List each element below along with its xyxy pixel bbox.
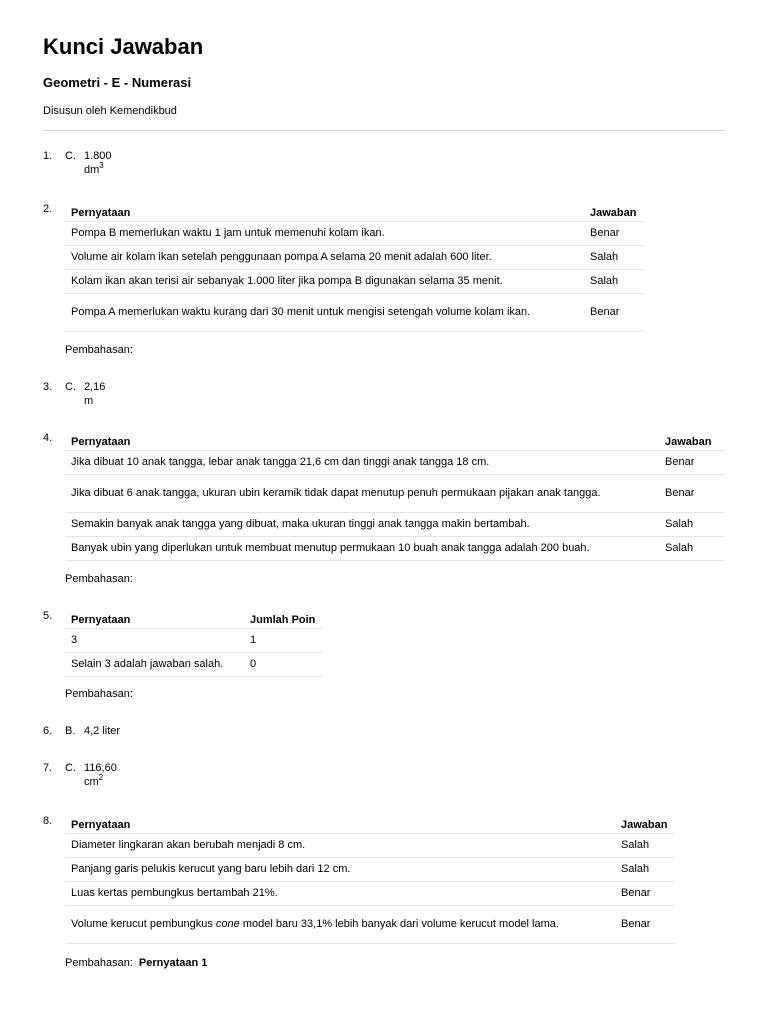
answer-cell: Salah xyxy=(615,834,675,858)
table-row xyxy=(65,834,675,858)
question-number: 3. xyxy=(43,381,53,393)
answer-value: 116,60 xyxy=(84,762,117,774)
answer-cell: Salah xyxy=(584,246,644,270)
answer xyxy=(65,762,117,788)
pembahasan-label: Pembahasan: xyxy=(65,573,133,585)
statement-text: model baru 33,1% lebih banyak dari volume kerucut model lama. xyxy=(239,918,559,930)
table-header-row xyxy=(65,203,644,222)
author-line: Disusun oleh Kemendikbud xyxy=(43,105,177,117)
pembahasan-bold-text: Pernyataan 1 xyxy=(138,957,208,969)
table-row xyxy=(65,222,644,246)
answer-letter: C. xyxy=(65,381,76,393)
statement-cell: Panjang garis pelukis kerucut yang baru lebih dari 12 cm. xyxy=(65,858,615,882)
table-row xyxy=(65,882,675,906)
table-row xyxy=(65,246,644,270)
statement-cell: Selain 3 adalah jawaban salah. xyxy=(65,653,244,677)
answer-cell: 0 xyxy=(244,653,323,677)
answer-cell: Salah xyxy=(615,858,675,882)
table-row xyxy=(65,270,644,294)
question-number: 5. xyxy=(43,610,53,622)
column-header: Pernyataan xyxy=(65,610,244,629)
answer xyxy=(65,725,120,737)
question-number: 6. xyxy=(43,725,53,737)
statement-cell: Jika dibuat 10 anak tangga, lebar anak tangga 21,6 cm dan tinggi anak tangga 18 cm. xyxy=(65,451,659,475)
pembahasan-label xyxy=(65,957,207,969)
statement-cell xyxy=(65,906,615,944)
question-number: 4. xyxy=(43,432,53,444)
statement-cell: Semakin banyak anak tangga yang dibuat, maka ukuran tinggi anak tangga makin bertambah. xyxy=(65,513,659,537)
table-header-row xyxy=(65,432,725,451)
answer-value: 4,2 liter xyxy=(84,725,121,737)
table-row xyxy=(65,629,323,653)
table-row xyxy=(65,475,725,513)
unit-exponent: 3 xyxy=(99,161,104,170)
answer-table xyxy=(65,815,675,944)
table-row xyxy=(65,451,725,475)
column-header: Jumlah Poin xyxy=(244,610,323,629)
answer xyxy=(65,381,105,407)
answer-cell: Salah xyxy=(584,270,644,294)
table-row xyxy=(65,858,675,882)
answer-table xyxy=(65,432,725,561)
table-row xyxy=(65,513,725,537)
answer-cell: Benar xyxy=(584,294,644,332)
unit-exponent: 2 xyxy=(98,773,104,782)
question-number: 2. xyxy=(43,203,53,215)
table-header-row xyxy=(65,610,323,629)
statement-cell: Pompa B memerlukan waktu 1 jam untuk memenuhi kolam ikan. xyxy=(65,222,584,246)
statement-cell: Volume air kolam ikan setelah penggunaan pompa A selama 20 menit adalah 600 liter. xyxy=(65,246,584,270)
column-header: Pernyataan xyxy=(65,203,584,222)
answer-cell: 1 xyxy=(244,629,323,653)
answer xyxy=(65,150,112,176)
column-header: Jawaban xyxy=(659,432,725,451)
statement-text: Volume kerucut pembungkus xyxy=(71,918,216,930)
answer-cell: Benar xyxy=(659,475,725,513)
answer-cell: Benar xyxy=(659,451,725,475)
answer-letter: C. xyxy=(65,150,76,162)
answer-table xyxy=(65,203,644,332)
statement-cell: Luas kertas pembungkus bertambah 21%. xyxy=(65,882,615,906)
answer-cell: Salah xyxy=(659,537,725,561)
answer-table-container xyxy=(65,432,725,561)
table-header-row xyxy=(65,815,675,834)
answer-cell: Benar xyxy=(615,882,675,906)
column-header: Pernyataan xyxy=(65,432,659,451)
pembahasan-label: Pembahasan: xyxy=(65,344,133,356)
answer-table-container xyxy=(65,610,323,677)
unit-text: dm xyxy=(84,164,100,176)
statement-cell: Banyak ubin yang diperlukan untuk membuat menutup permukaan 10 buah anak tangga adalah 200 buah. xyxy=(65,537,659,561)
page-subtitle: Geometri - E - Numerasi xyxy=(43,75,192,90)
unit-text: cm xyxy=(84,776,99,788)
statement-cell: Jika dibuat 6 anak tangga, ukuran ubin keramik tidak dapat menutup penuh permukaan pijakan anak tangga. xyxy=(65,475,659,513)
answer-value: 1.800 xyxy=(84,150,112,162)
column-header: Pernyataan xyxy=(65,815,615,834)
statement-cell: Diameter lingkaran akan berubah menjadi 8 cm. xyxy=(65,834,615,858)
answer-table-container xyxy=(65,203,644,332)
answer-table-container xyxy=(65,815,675,944)
answer-unit: m xyxy=(84,395,94,407)
question-number: 1. xyxy=(43,150,53,162)
header-divider xyxy=(43,130,725,131)
answer-cell: Salah xyxy=(659,513,725,537)
table-row xyxy=(65,537,725,561)
table-row xyxy=(65,294,644,332)
question-number: 8. xyxy=(43,815,53,827)
statement-cell: 3 xyxy=(65,629,244,653)
column-header: Jawaban xyxy=(615,815,675,834)
table-row xyxy=(65,653,323,677)
pembahasan-text: Pembahasan: xyxy=(65,957,133,969)
answer-unit xyxy=(65,773,117,788)
answer-letter: B. xyxy=(65,725,76,737)
answer-value: 2,16 xyxy=(84,381,106,393)
statement-cell: Pompa A memerlukan waktu kurang dari 30 menit untuk mengisi setengah volume kolam ikan. xyxy=(65,294,584,332)
statement-emphasis: cone xyxy=(215,918,240,930)
answer-cell: Benar xyxy=(615,906,675,944)
answer-unit xyxy=(65,161,112,176)
pembahasan-label: Pembahasan: xyxy=(65,688,133,700)
statement-cell: Kolam ikan akan terisi air sebanyak 1.000 liter jika pompa B digunakan selama 35 menit. xyxy=(65,270,584,294)
page-title: Kunci Jawaban xyxy=(43,34,204,59)
answer-table xyxy=(65,610,323,677)
table-row xyxy=(65,906,675,944)
answer-cell: Benar xyxy=(584,222,644,246)
answer-letter: C. xyxy=(65,762,76,774)
question-number: 7. xyxy=(43,762,53,774)
column-header: Jawaban xyxy=(584,203,644,222)
